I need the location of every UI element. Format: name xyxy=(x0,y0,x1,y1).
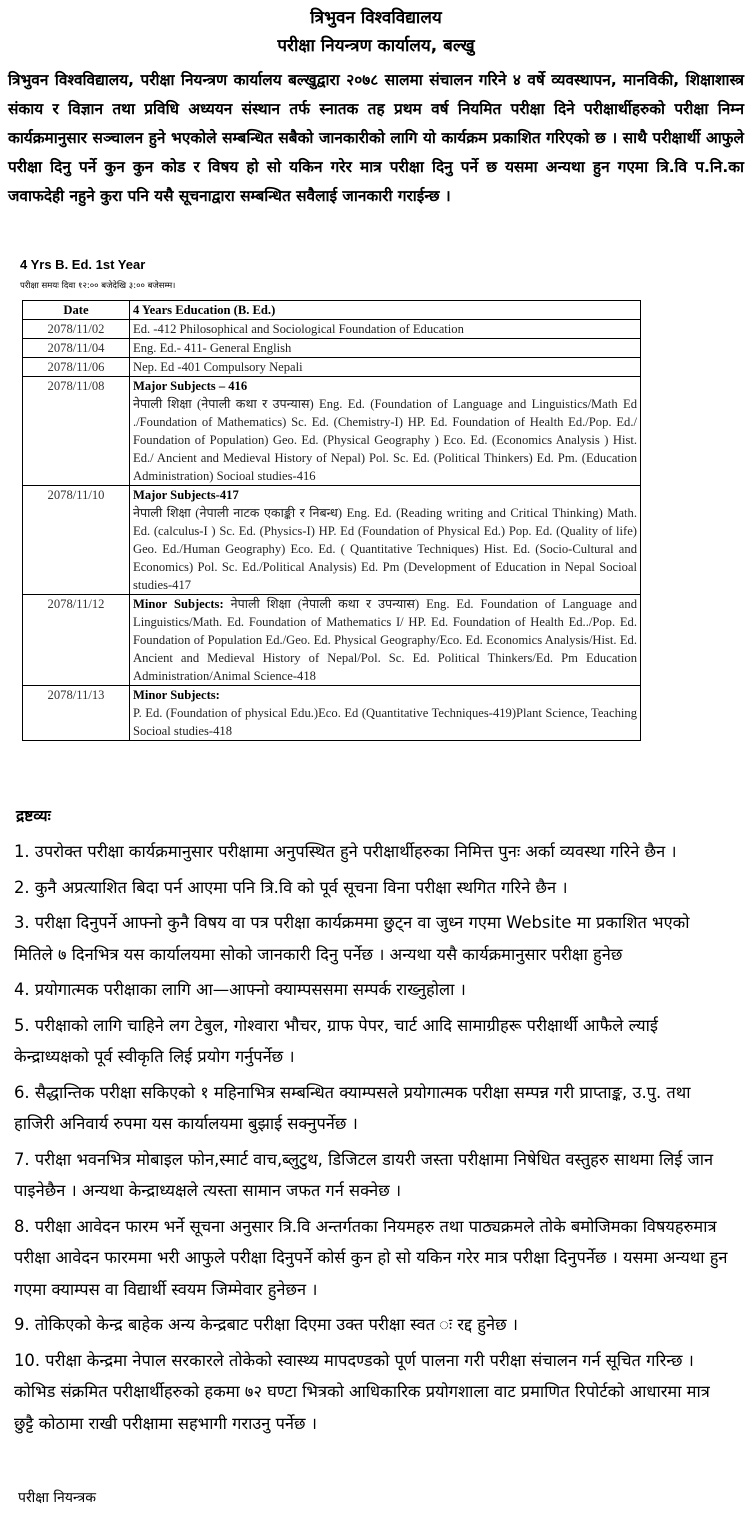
row-date: 2078/11/13 xyxy=(23,686,130,741)
table-row xyxy=(23,339,641,358)
row-date: 2078/11/02 xyxy=(23,320,130,339)
row-cell xyxy=(130,595,641,686)
row-date: 2078/11/12 xyxy=(23,595,130,686)
note-item: 9. तोकिएको केन्द्र बाहेक अन्य केन्द्रबाट परीक्षा दिएमा उक्त परीक्षा स्वत ः रद्द हुनेछ । xyxy=(14,1315,518,1334)
intro-paragraph: त्रिभुवन विश्वविद्यालय, परीक्षा नियन्त्रण कार्यालय बल्खुद्वारा २०७८ सालमा संचालन गरिने ४ वर्षे व्यवस्थापन, मानविकी, शिक्षाशास्त्र संकाय र विज्ञान तथा प्रविधि अध्ययन संस्थान तर्फ स्नातक तह प्रथम वर्ष नियमित परीक्षा दिने परीक्षार्थीहरुको परीक्षा निम्न कार्यक्रमानुसार सञ्चालन हुने भएकोले सम्बन्धित सबैको जानकारीको लागि यो कार्यक्रम प्रकाशित गरिएको छ । साथै परीक्षार्थी आफुले परीक्षा दिनु पर्ने कुन कुन कोड र विषय हो सो यकिन गरेर मात्र परीक्षा दिनु पर्ने छ यसमा अन्यथा हुन गएमा त्रि.वि प.नि.का जवाफदेही नहुने कुरा पनि यसै सूचनाद्वारा सम्बन्धित सवैलाई जानकारी गराईन्छ । xyxy=(8,71,744,205)
row-cell xyxy=(130,486,641,595)
row-subject: Major Subjects-417 xyxy=(133,488,239,502)
note-item: 4. प्रयोगात्मक परीक्षाका लागि आ—आफ्नो क्याम्पससमा सम्पर्क राख्नुहोला । xyxy=(14,980,466,999)
notes-list xyxy=(14,836,730,1443)
row-date: 2078/11/06 xyxy=(23,358,130,377)
header-program: 4 Years Education (B. Ed.) xyxy=(130,301,641,320)
header-date: Date xyxy=(23,301,130,320)
note-item: 10. परीक्षा केन्द्रमा नेपाल सरकारले तोकेको स्वास्थ्य मापदण्डको पूर्ण पालना गरी परीक्षा संचालन गर्न सूचित गरिन्छ । कोभिड संक्रमित परीक्षार्थीहरुको हकमा ७२ घण्टा भित्रको आधिकारिक प्रयोगशाला वाट प्रमाणित रिपोर्टको आधारमा मात्र छुट्टै कोठामा राखी परीक्षामा सहभागी गराउनु पर्नेछ । xyxy=(14,1350,710,1433)
row-content: Nep. Ed -401 Compulsory Nepali xyxy=(130,358,641,377)
university-title: त्रिभुवन विश्वविद्यालय xyxy=(310,8,442,28)
row-content: नेपाली शिक्षा (नेपाली कथा र उपन्यास) Eng. Ed. Foundation of Language and Linguistics/Math. Ed. Foundation of Mathematics I/ HP. Ed. Foundation of Health Ed../Pop. Ed. Foundation of Population Ed./Geo. Ed. Physical Geography/Eco. Ed. Economics Analysis/Hist. Ed. Ancient and Medieval History of Nepal/Pol. Sc. Ed. Political Thinkers/Ed. Pm Education Administration/Animal Science-418 xyxy=(133,597,637,683)
row-cell xyxy=(130,686,641,741)
row-content: P. Ed. (Foundation of physical Edu.)Eco. Ed (Quantitative Techniques-419)Plant Science, Teaching Socioal studies-418 xyxy=(133,706,637,738)
office-title: परीक्षा नियन्त्रण कार्यालय, बल्खु xyxy=(277,36,475,56)
note-item: 7. परीक्षा भवनभित्र मोबाइल फोन,स्मार्ट वाच,ब्लुटुथ, डिजिटल डायरी जस्ता परीक्षामा निषेधित वस्तुहरु साथमा लिई जान पाइनेछैन । अन्यथा केन्द्राध्यक्षले त्यस्ता सामान जफत गर्न सक्नेछ । xyxy=(14,1149,714,1200)
table-row xyxy=(23,486,641,595)
notes-title: द्रष्टव्यः xyxy=(16,807,51,825)
row-content: Ed. -412 Philosophical and Sociological Foundation of Education xyxy=(130,320,641,339)
row-date: 2078/11/04 xyxy=(23,339,130,358)
note-item: 2. कुनै अप्रत्याशित बिदा पर्न आएमा पनि त्रि.वि को पूर्व सूचना विना परीक्षा स्थगित गरिने छैन । xyxy=(14,877,568,897)
row-cell xyxy=(130,377,641,486)
exam-schedule-table xyxy=(22,300,641,741)
table-row xyxy=(23,595,641,686)
row-content: Eng. Ed.- 411- General English xyxy=(130,339,641,358)
table-header-row xyxy=(23,301,641,320)
note-item: 6. सैद्धान्तिक परीक्षा सकिएको १ महिनाभित्र सम्बन्धित क्याम्पसले प्रयोगात्मक परीक्षा सम्पन्न गरी प्राप्ताङ्क, उ.पु. तथा हाजिरी अनिवार्य रुपमा यस कार्यालयमा बुझाई सक्नुपर्नेछ । xyxy=(14,1082,691,1133)
table-row xyxy=(23,686,641,741)
table-row xyxy=(23,358,641,377)
note-item: 8. परीक्षा आवेदन फारम भर्ने सूचना अनुसार त्रि.वि अन्तर्गतका नियमहरु तथा पाठ्यक्रमले तोके बमोजिमका विषयहरुमात्र परीक्षा आवेदन फारममा भरी आफुले परीक्षा दिनुपर्ने कोर्स कुन हो सो यकिन गरेर मात्र परीक्षा दिनुपर्नेछ । यसमा अन्यथा हुन गएमा क्याम्पस वा विद्यार्थी स्वयम जिम्मेवार हुनेछन । xyxy=(14,1216,728,1299)
program-title: 4 Yrs B. Ed. 1st Year xyxy=(20,257,146,272)
row-content: नेपाली शिक्षा (नेपाली नाटक एकाङ्की र निबन्ध) Eng. Ed. (Reading writing and Critical Thinking) Math. Ed. (calculus-I ) Sc. Ed. (Physics-I) HP. Ed (Foundation of Physical Ed.) Pop. Ed. (Quality of life) Geo. Ed./Human Geography) Eco. Ed. ( Quantitative Techniques) Hist. Ed. (Socio-Cultural and Economics) Pol. Sc. Ed./Political Analysis) Ed. Pm (Development of Education in Nepal Socioal studies-417 xyxy=(133,506,637,592)
row-subject: Major Subjects – 416 xyxy=(133,379,248,393)
note-item: 1. उपरोक्त परीक्षा कार्यक्रमानुसार परीक्षामा अनुपस्थित हुने परीक्षार्थीहरुका निमित्त पुनः अर्का व्यवस्था गरिने छैन । xyxy=(14,842,677,861)
table-row xyxy=(23,320,641,339)
exam-time: परीक्षा समयः दिवा १२:०० बजेदेखि ३:०० बजेसम्म। xyxy=(20,281,176,291)
table-row xyxy=(23,377,641,486)
row-content: नेपाली शिक्षा (नेपाली कथा र उपन्यास) Eng. Ed. (Foundation of Language and Linguistics/Math Ed ./Foundation of Mathematics) Sc. Ed. (Chemistry-I) HP. Ed. Foundation of Health Ed./Pop. Ed./ Foundation of Population) Geo. Ed. (Physical Geography ) Eco. Ed. (Economics Analysis ) Hist. Ed./ Ancient and Medieval History of Nepal) Pol. Sc. Ed. (Political Thinkers) Ed. Pm. (Education Administration) Socioal studies-416 xyxy=(133,397,637,483)
row-subject: Minor Subjects: xyxy=(133,688,220,702)
row-subject: Minor Subjects: xyxy=(133,597,224,611)
row-date: 2078/11/08 xyxy=(23,377,130,486)
note-item: 5. परीक्षाको लागि चाहिने लग टेबुल, गोश्वारा भौचर, ग्राफ पेपर, चार्ट आदि सामाग्रीहरू परीक्षार्थी आफैले ल्याई केन्द्राध्यक्षको पूर्व स्वीकृति लिई प्रयोग गर्नुपर्नेछ । xyxy=(14,1015,658,1066)
note-item: 3. परीक्षा दिनुपर्ने आफ्नो कुनै विषय वा पत्र परीक्षा कार्यक्रममा छुट्न वा जुध्न गएमा Website मा प्रकाशित भएको मितिले ७ दिनभित्र यस कार्यालयमा सोको जानकारी दिनु पर्नेछ । अन्यथा यसै कार्यक्रमानुसार परीक्षा हुनेछ xyxy=(14,913,690,964)
row-date: 2078/11/10 xyxy=(23,486,130,595)
signature: परीक्षा नियन्त्रक xyxy=(18,1490,96,1506)
